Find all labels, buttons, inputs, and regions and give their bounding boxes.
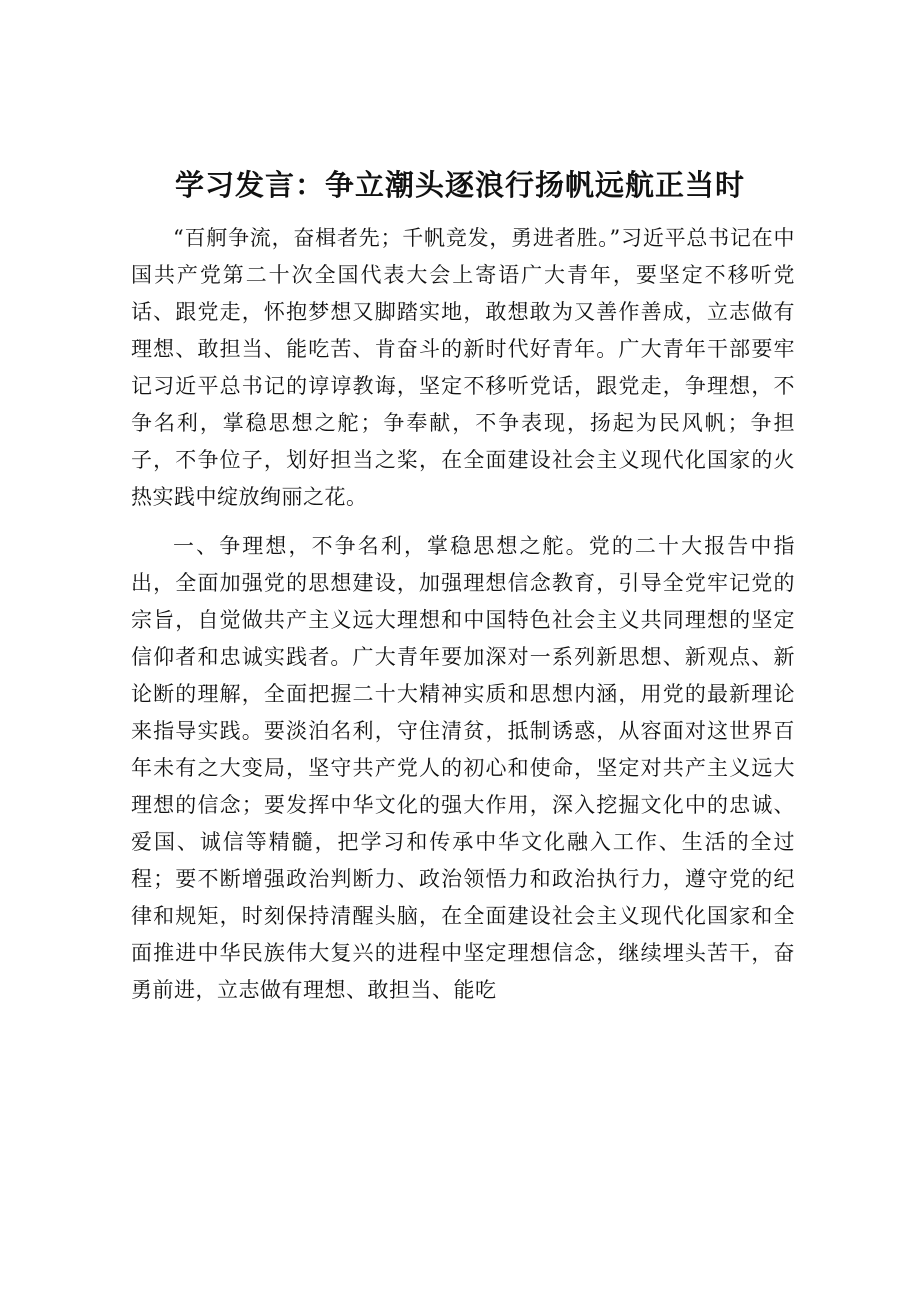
document-title: 学习发言：争立潮头逐浪行扬帆远航正当时: [174, 168, 745, 202]
paragraph-section-one: 一、争理想，不争名利，掌稳思想之舵。党的二十大报告中指出，全面加强党的思想建设，加强理想信念教育，引导全党牢记党的宗旨，自觉做共产主义远大理想和中国特色社会主义共同理想的坚定信仰者和忠诚实践者。广大青年要加深对一系列新思想、新观点、新论断的理解，全面把握二十大精神实质和思想内涵，用党的最新理论来指导实践。要淡泊名利，守住清贫，抵制诱惑，从容面对这世界百年未有之大变局，坚守共产党人的初心和使命，坚定对共产主义远大理想的信念；要发挥中华文化的强大作用，深入挖掘文化中的忠诚、爱国、诚信等精髓，把学习和传承中华文化融入工作、生活的全过程；要不断增强政治判断力、政治领悟力和政治执行力，遵守党的纪律和规矩，时刻保持清醒头脑，在全面建设社会主义现代化国家和全面推进中华民族伟大复兴的进程中坚定理想信念，继续埋头苦干，奋勇前进，立志做有理想、敢担当、能吃: [131, 534, 795, 1002]
document-body: [131, 220, 795, 1009]
paragraph-intro: “百舸争流，奋楫者先；千帆竞发，勇进者胜。”习近平总书记在中国共产党第二十次全国代表大会上寄语广大青年，要坚定不移听党话、跟党走，怀抱梦想又脚踏实地，敢想敢为又善作善成，立志做有理想、敢担当、能吃苦、肯奋斗的新时代好青年。广大青年干部要牢记习近平总书记的谆谆教诲，坚定不移听党话，跟党走，争理想，不争名利，掌稳思想之舵；争奉献，不争表现，扬起为民风帆；争担子，不争位子，划好担当之桨，在全面建设社会主义现代化国家的火热实践中绽放绚丽之花。: [131, 226, 795, 509]
